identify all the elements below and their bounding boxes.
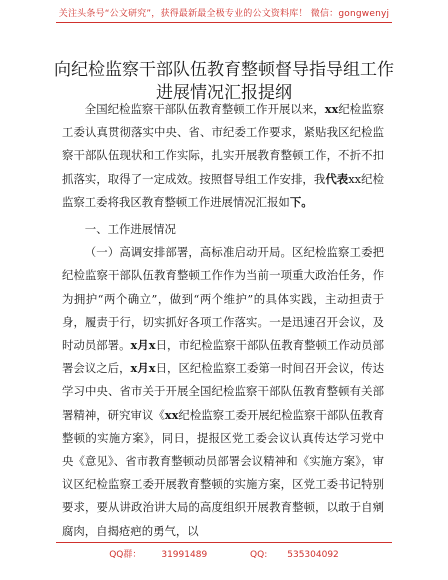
document-body: [62, 98, 384, 543]
text-run-bold: 下。: [289, 194, 313, 209]
text-run-bold: x月x: [130, 338, 156, 353]
footer-qq-value: 535304092: [287, 550, 339, 560]
footer-divider: [56, 542, 392, 543]
header-banner: 关注头条号“公文研究”，获得最新最全极专业的公文资料库！ 微信：gongwenyj: [58, 9, 390, 19]
footer-qq: [240, 550, 349, 560]
text-run-bold: 代表: [325, 171, 349, 186]
footer-qq-group: [99, 550, 217, 560]
footer-qq-group-value: 31991489: [161, 550, 208, 560]
text-run: xx纪检监察工委将我区教育整顿工作进展情况汇报如: [62, 171, 384, 209]
paragraph-intro: [62, 98, 384, 214]
footer-qq-group-label: QQ群：: [109, 550, 142, 560]
header-divider: [56, 22, 392, 23]
text-run-bold: xx: [164, 407, 179, 422]
title-line-1: 向纪检监察干部队伍教育整顿督导指导组工作: [54, 60, 394, 81]
paragraph-progress: [62, 241, 384, 543]
title-line-2: 进展情况汇报提纲: [156, 83, 292, 104]
text-run-bold: x月x: [130, 361, 156, 376]
text-run: 纪检监察工委开展纪检监察干部队伍教育整顿的实施方案》，同日，提报区党工委会议认真传达学习党中央《意见》、省市教育整顿动员部署会议精神和《实施方案》，审议区纪检监察工委开展教育整顿的实施方案，区党工委书记特别要求，要从讲政治讲大局的高度组织开展教育整顿，以敢于自剜腐肉，自揭疮疤的勇气，以: [62, 407, 384, 538]
section-heading: 一、工作进展情况: [84, 222, 176, 237]
text-run: 纪检监察工委认真贯彻落实中央、省、市纪委工作要求，紧贴我区纪检监察干部队伍现状和工作实际，扎实开展教育整顿工作，不折不扣抓落实，取得了一定成效。按照督导组工作安排，我: [62, 102, 384, 186]
text-run: 日，区纪检监察工委第一时间召开会议，传达学习中央、省市关于开展全国纪检监察干部队伍教育整顿有关部署精神，研究审议《: [62, 361, 384, 422]
text-run: （一）高调安排部署，高标准启动开局。区纪检监察工委把纪检监察干部队伍教育整顿工作作为当前一项重大政治任务，作为拥护“两个确立”，做到“两个维护”的具体实践，主动担责于身，履责于行，切实抓好各项工作落实。一是迅速召开会议，及时动员部署。: [62, 245, 384, 353]
footer: [0, 547, 448, 560]
text-run: 日，市纪检监察干部队伍教育整顿工作动员部署会议之后，: [62, 338, 384, 376]
footer-qq-label: QQ:: [250, 550, 268, 560]
text-run: 全国纪检监察干部队伍教育整顿工作开展以来，: [84, 102, 325, 116]
text-run-bold: xx: [324, 102, 339, 116]
